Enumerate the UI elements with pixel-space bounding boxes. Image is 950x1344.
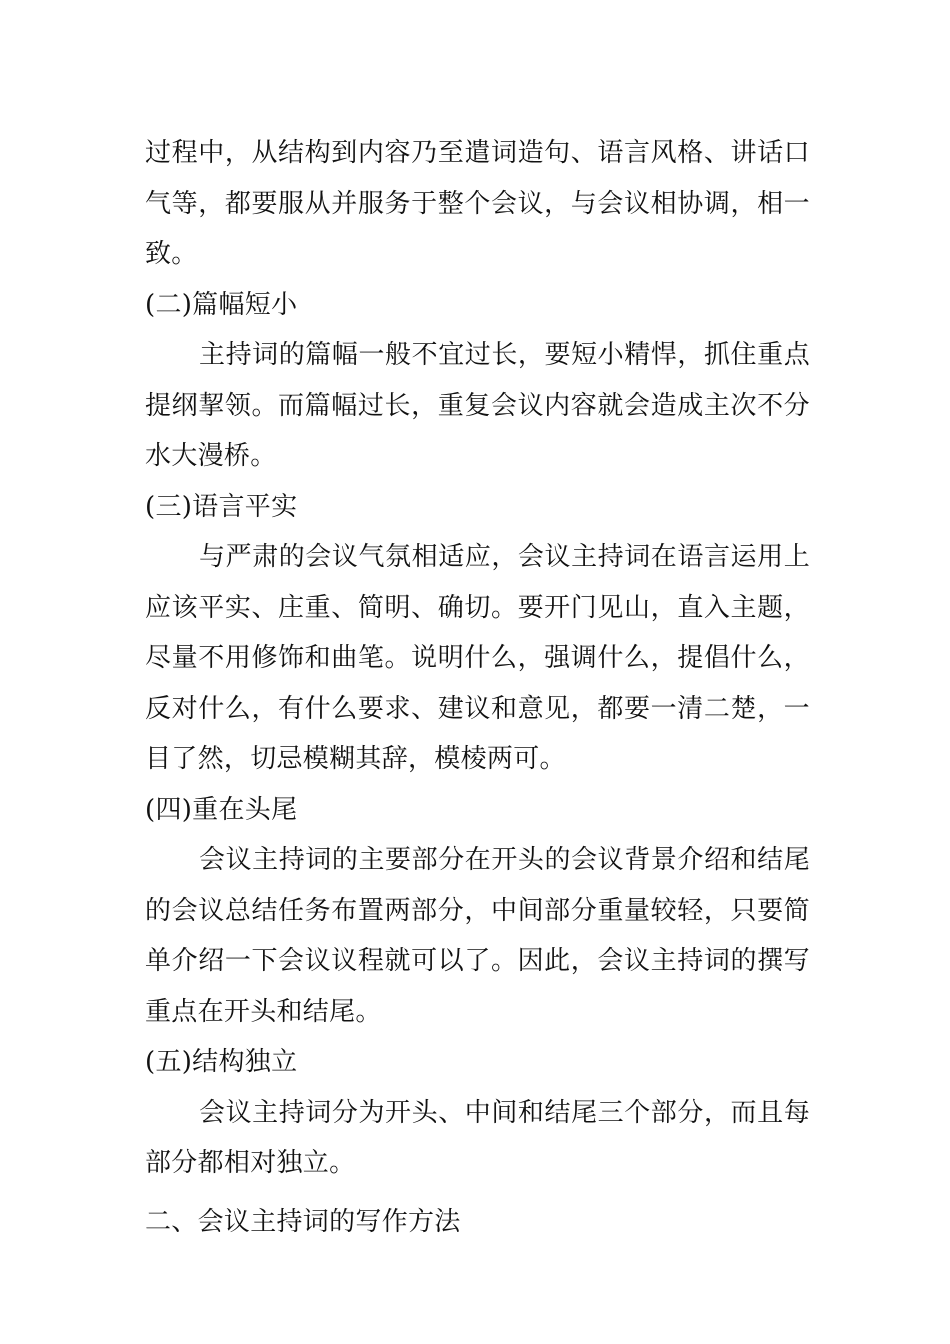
paragraph-head-tail: 会议主持词的主要部分在开头的会议背景介绍和结尾的会议总结任务布置两部分，中间部分重量较轻，只要简单介绍一下会议议程就可以了。因此，会议主持词的撰写重点在开头和结尾。 <box>145 845 810 1027</box>
subheading-length: (二)篇幅短小 <box>145 289 298 320</box>
subheading-structure: (五)结构独立 <box>145 1047 298 1077</box>
paragraph-length: 主持词的篇幅一般不宜过长，要短小精悍，抓住重点提纲挈领。而篇幅过长，重复会议内容就会造成主次不分水大漫桥。 <box>145 340 810 471</box>
subheading-language: (三)语言平实 <box>145 491 298 522</box>
paragraph-structure: 会议主持词分为开头、中间和结尾三个部分，而且每部分都相对独立。 <box>145 1097 810 1178</box>
section-heading-writing-method: 二、会议主持词的写作方法 <box>145 1206 461 1237</box>
paragraph-language: 与严肃的会议气氛相适应，会议主持词在语言运用上应该平实、庄重、简明、确切。要开门见山，直入主题，尽量不用修饰和曲笔。说明什么，强调什么，提倡什么，反对什么，有什么要求、建议和意见，都要一清二楚，一目了然，切忌模糊其辞，模棱两可。 <box>145 542 810 774</box>
subheading-head-tail: (四)重在头尾 <box>145 794 298 825</box>
document-body <box>145 128 810 1247</box>
paragraph-continued: 过程中，从结构到内容乃至遣词造句、语言风格、讲话口气等，都要服从并服务于整个会议，与会议相协调，相一致。 <box>145 138 810 269</box>
